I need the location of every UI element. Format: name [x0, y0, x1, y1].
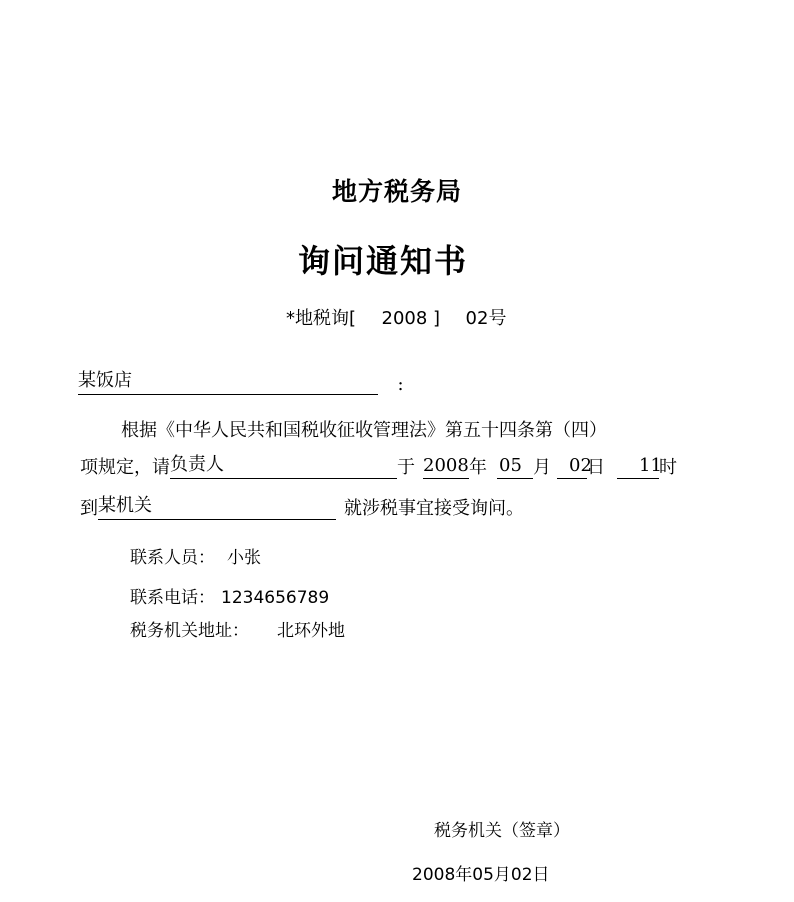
contact-person-value: 小张 [227, 548, 261, 568]
contact-phone-value: 1234656789 [221, 588, 330, 608]
contact-address-label: 税务机关地址： [130, 621, 249, 641]
contact-address [130, 616, 345, 641]
at-text: 于 [397, 457, 415, 478]
place-value: 某机关 [98, 495, 152, 516]
year-value: 2008 [423, 455, 469, 476]
body-line-2 [80, 453, 677, 479]
hour-field [617, 455, 662, 479]
year-unit: 年 [469, 457, 487, 478]
place-prefix: 到 [80, 498, 98, 519]
org-title: 地方税务局 [331, 177, 462, 206]
body-line-1: 根据《中华人民共和国税收征收管理法》第五十四条第（四） [121, 420, 607, 441]
person-value: 负责人 [170, 454, 224, 475]
contact-address-value: 北环外地 [277, 621, 345, 641]
addressee-name: 某饭店 [78, 370, 132, 391]
day-unit: 日 [587, 457, 605, 478]
addressee-field [78, 372, 378, 395]
document-number [286, 304, 506, 330]
hour-value: 11 [639, 455, 662, 476]
month-unit: 月 [533, 457, 551, 478]
contact-phone [130, 583, 329, 608]
signature-label: 税务机关（签章） [434, 821, 570, 841]
issue-date: 2008年05月02日 [412, 865, 550, 885]
person-field [170, 456, 397, 479]
contact-person [130, 543, 261, 568]
request-prefix: 项规定，请 [80, 457, 170, 478]
day-field [557, 455, 592, 479]
doc-bracket-close: ] [433, 308, 441, 329]
hour-unit: 时 [659, 457, 677, 478]
doc-prefix: *地税询[ [286, 308, 357, 329]
doc-year: 2008 [381, 308, 428, 329]
addressee-line [78, 372, 404, 395]
year-field [423, 456, 469, 479]
body-line-3 [80, 494, 524, 520]
addressee-colon: : [397, 374, 404, 395]
contact-phone-label: 联系电话： [130, 588, 215, 608]
contact-person-label: 联系人员： [130, 548, 215, 568]
document-title: 询问通知书 [297, 242, 468, 280]
doc-number: 02号 [465, 308, 507, 329]
day-value: 02 [569, 455, 592, 476]
inquiry-text: 就涉税事宜接受询问。 [344, 498, 524, 519]
month-field [497, 456, 533, 479]
place-field [98, 497, 336, 520]
month-value: 05 [499, 455, 522, 476]
